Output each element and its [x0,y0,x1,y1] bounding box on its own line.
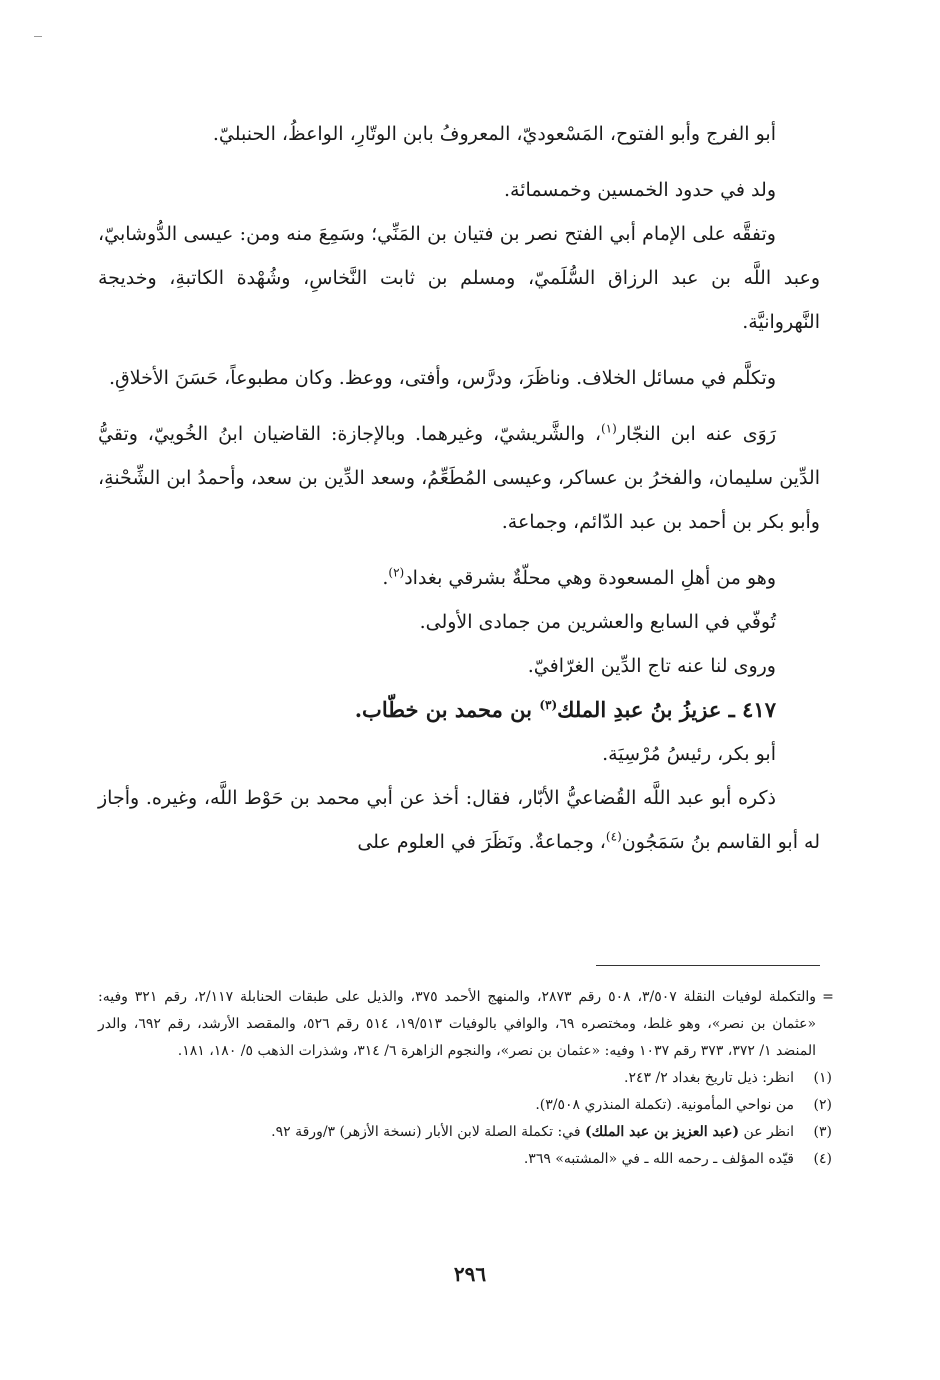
footnote-divider [596,965,820,966]
scan-mark [34,36,42,37]
footnote-ref-4: (٤) [605,829,622,844]
footnote-2 [98,1092,832,1119]
paragraph [98,412,820,544]
text-run: ذكره أبو عبد اللَّه القُضاعيُّ الأبّار، فقال: أخذ عن أبي محمد بن حَوْط اللَّه، وغيره. وأجاز له أبو القاسم بنُ سَمَجُون [98,787,820,853]
continuation-mark: = [822,989,834,1005]
paragraph: ولد في حدود الخمسين وخمسمائة. [504,179,776,201]
footnote-text: من نواحي المأمونية. (تكملة المنذري ٣/٥٠٨). [535,1097,794,1113]
text-run: في: تكملة الصلة لابن الأبار (نسخة الأزهر) ٣/ورقة ٩٢. [271,1124,585,1140]
footnote-1 [98,1065,832,1092]
footnote-continuation [98,984,840,1065]
text-run: . [382,567,389,589]
text-run: رَوَى عنه ابن النجّار [616,423,776,445]
text-run: ، وجماعةٌ. ونَظَرَ في العلوم على [357,831,606,853]
paragraph [98,776,820,864]
footnote-text: والتكملة لوفيات النقلة ٣/٥٠٧، ٥٠٨ رقم ٢٨٧٣، والمنهج الأحمد ٣٧٥، والذيل على طبقات الحنابلة ٢/١١٧، رقم ٣٢١ وفيه: «عثمان بن نصر»، وهو غلط، ومختصره ٦٩، والوافي بالوفيات ١٩/٥١٣، ٥١٤ رقم ٥٢٦، والمقصد الأرشد، رقم ٦٩٢، والدر المنضد ١/ ٣٧٢، ٣٧٣ رقم ١٠٣٧ وفيه: «عثمان بن نصر»، والنجوم الزاهرة ٦/ ٣١٤، وشذرات الذهب ٥/ ١٨٠، ١٨١. [98,989,817,1059]
paragraph: أبو بكر، رئيسُ مُرْسِيَة. [602,743,776,765]
footnote-ref-1: (١) [600,421,617,436]
footnote-number: (١) [813,1070,832,1086]
text-run-bold: (عبد العزيز بن عبد الملك) [585,1124,740,1140]
text-run: وهو من أهلِ المسعودة وهي محلّةٌ بشرقي بغداد [404,567,776,589]
text-run: ٤١٧ ـ عزيزُ بنُ عبدِ الملك [557,697,776,722]
page-number: ٢٩٦ [453,1262,487,1286]
footnote-4 [98,1146,832,1173]
footnote-number: (٤) [813,1151,832,1167]
footnote-number: (٣) [813,1124,832,1140]
paragraph: أبو الفرج وأبو الفتوح، المَسْعوديّ، المعروفُ بابن الوتّارِ، الواعظُ، الحنبليّ. [212,123,776,145]
text-run: انظر عن [739,1124,794,1140]
footnote-text: انظر: ذيل تاريخ بغداد ٢/ ٢٤٣. [624,1070,794,1086]
entry-heading [98,688,820,732]
footnotes [98,984,840,1173]
text-run: ، والشَّريشيّ، وغيرهما. وبالإجازة: القاضيان ابنُ الخُوييّ، وتقيُّ الدِّين سليمان، والفخرُ بن عساكر، وعيسى المُطَعِّمُ، وسعد الدِّين بن سعد، وأحمدُ ابن الشِّحْنةِ، وأبو بكر بن أحمد بن عبد الدّائم، وجماعة. [98,423,820,533]
footnote-number: (٢) [813,1097,832,1113]
footnote-ref-2: (٢) [388,565,405,580]
paragraph: وروى لنا عنه تاج الدِّين الغرّافيّ. [527,655,776,677]
paragraph: وتكلَّم في مسائل الخلاف. وناظَرَ، ودرَّس، وأفتى، ووعظ. وكان مطبوعاً، حَسَنَ الأخلاقِ. [108,367,776,389]
footnote-text: قيّده المؤلف ـ رحمه الله ـ في «المشتبه» ٣٦٩. [523,1151,794,1167]
paragraph: وتفقَّه على الإمام أبي الفتح نصر بن فتيان بن المَنِّي؛ وسَمِعَ منه ومن: عيسى الدُّوشابيّ، وعبد اللَّه بن عبد الرزاق السُّلَميّ، ومسلم بن ثابت النَّخاسِ، وشُهْدة الكاتبةِ، وخديجة النَّهروانيَّة. [98,223,820,333]
footnote-ref-3: (٣) [539,698,558,712]
text-run: بن محمد بن خطّاب. [354,697,540,722]
main-text [98,112,820,864]
footnote-3 [98,1119,832,1146]
paragraph: تُوفّي في السابع والعشرين من جمادى الأولى. [419,611,776,633]
paragraph [98,556,820,600]
footnote-text [98,1119,794,1146]
